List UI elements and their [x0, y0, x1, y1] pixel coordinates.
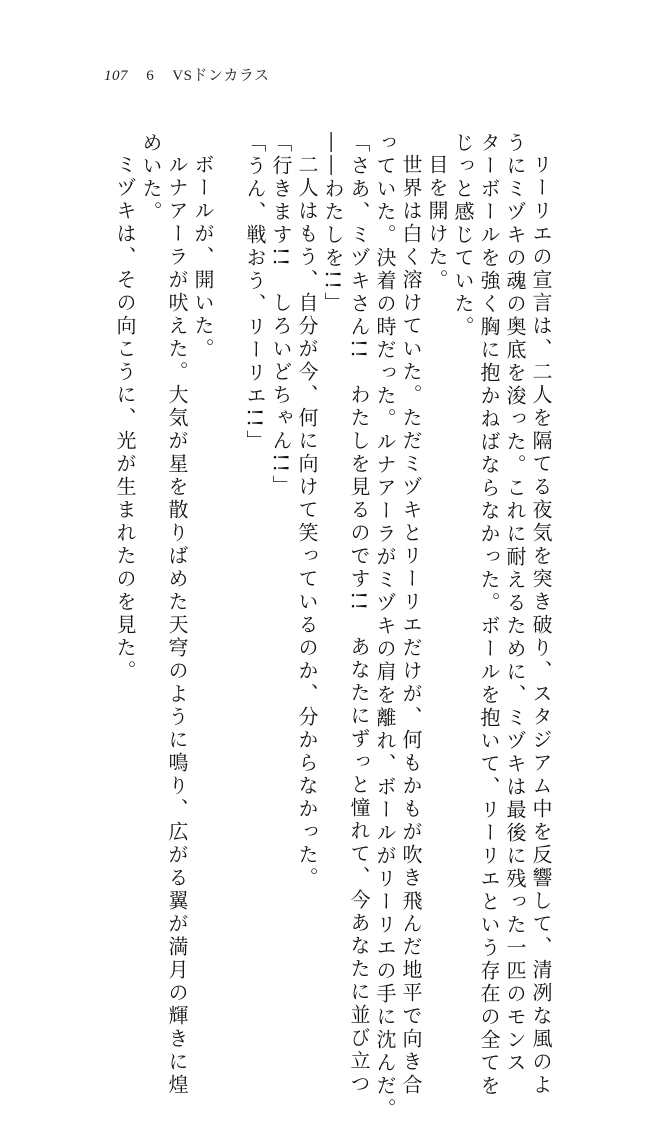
text-line: ターボールを強く胸に抱かねばならなかった。ボールを抱いて、リーリエという存在の全てを	[477, 132, 501, 1098]
page-number: 107	[104, 68, 128, 84]
chapter-title: VSドンカラス	[172, 68, 270, 84]
text-line: っていた。決着の時だった。ルナアーラがミヅキの肩を離れ、ボールがリーリエの手に沈んだ。	[373, 132, 397, 1121]
chapter-number: 6	[146, 68, 155, 84]
text-line: リーリエの宣言は、二人を隔てる夜気を突き破り、スタジアム中を反響して、清冽な風のよ	[529, 154, 553, 1097]
blank-line	[216, 132, 242, 872]
vertical-body-text	[112, 132, 554, 1121]
text-line: めいた。	[139, 132, 163, 224]
text-line: ボールが、開いた。	[191, 154, 215, 361]
running-header	[104, 64, 283, 85]
text-line: 「行きます!! しろいどちゃん!!」	[269, 132, 293, 499]
text-line: ルナアーラが吠えた。大気が星を散りばめた天穹のように鳴り、広がる翼が満月の輝きに煌	[165, 154, 189, 1097]
text-line: じっと感じていた。	[451, 132, 475, 339]
text-line: ミヅキは、その向こうに、光が生まれたのを見た。	[113, 154, 137, 683]
text-line: ――わたしを!!」	[321, 132, 345, 316]
text-line: 「うん、戦おう、リーリエ!!」	[243, 132, 267, 454]
text-line: 二人はもう、自分が今、何に向けて笑っているのか、分からなかった。	[295, 154, 319, 890]
text-line: 世界は白く溶けていた。ただミヅキとリーリエだけが、何もかもが吹き飛んだ地平で向き合	[399, 154, 423, 1097]
text-line: 「さあ、ミヅキさん!! わたしを見るのです!! あなたにずっと憧れて、今あなたに並び立つ	[347, 132, 371, 1097]
text-line: うにミヅキの魂の奥底を浚った。これに耐えるために、ミヅキは最後に残った一匹のモンス	[503, 132, 527, 1075]
text-line: 目を開けた。	[425, 154, 449, 292]
